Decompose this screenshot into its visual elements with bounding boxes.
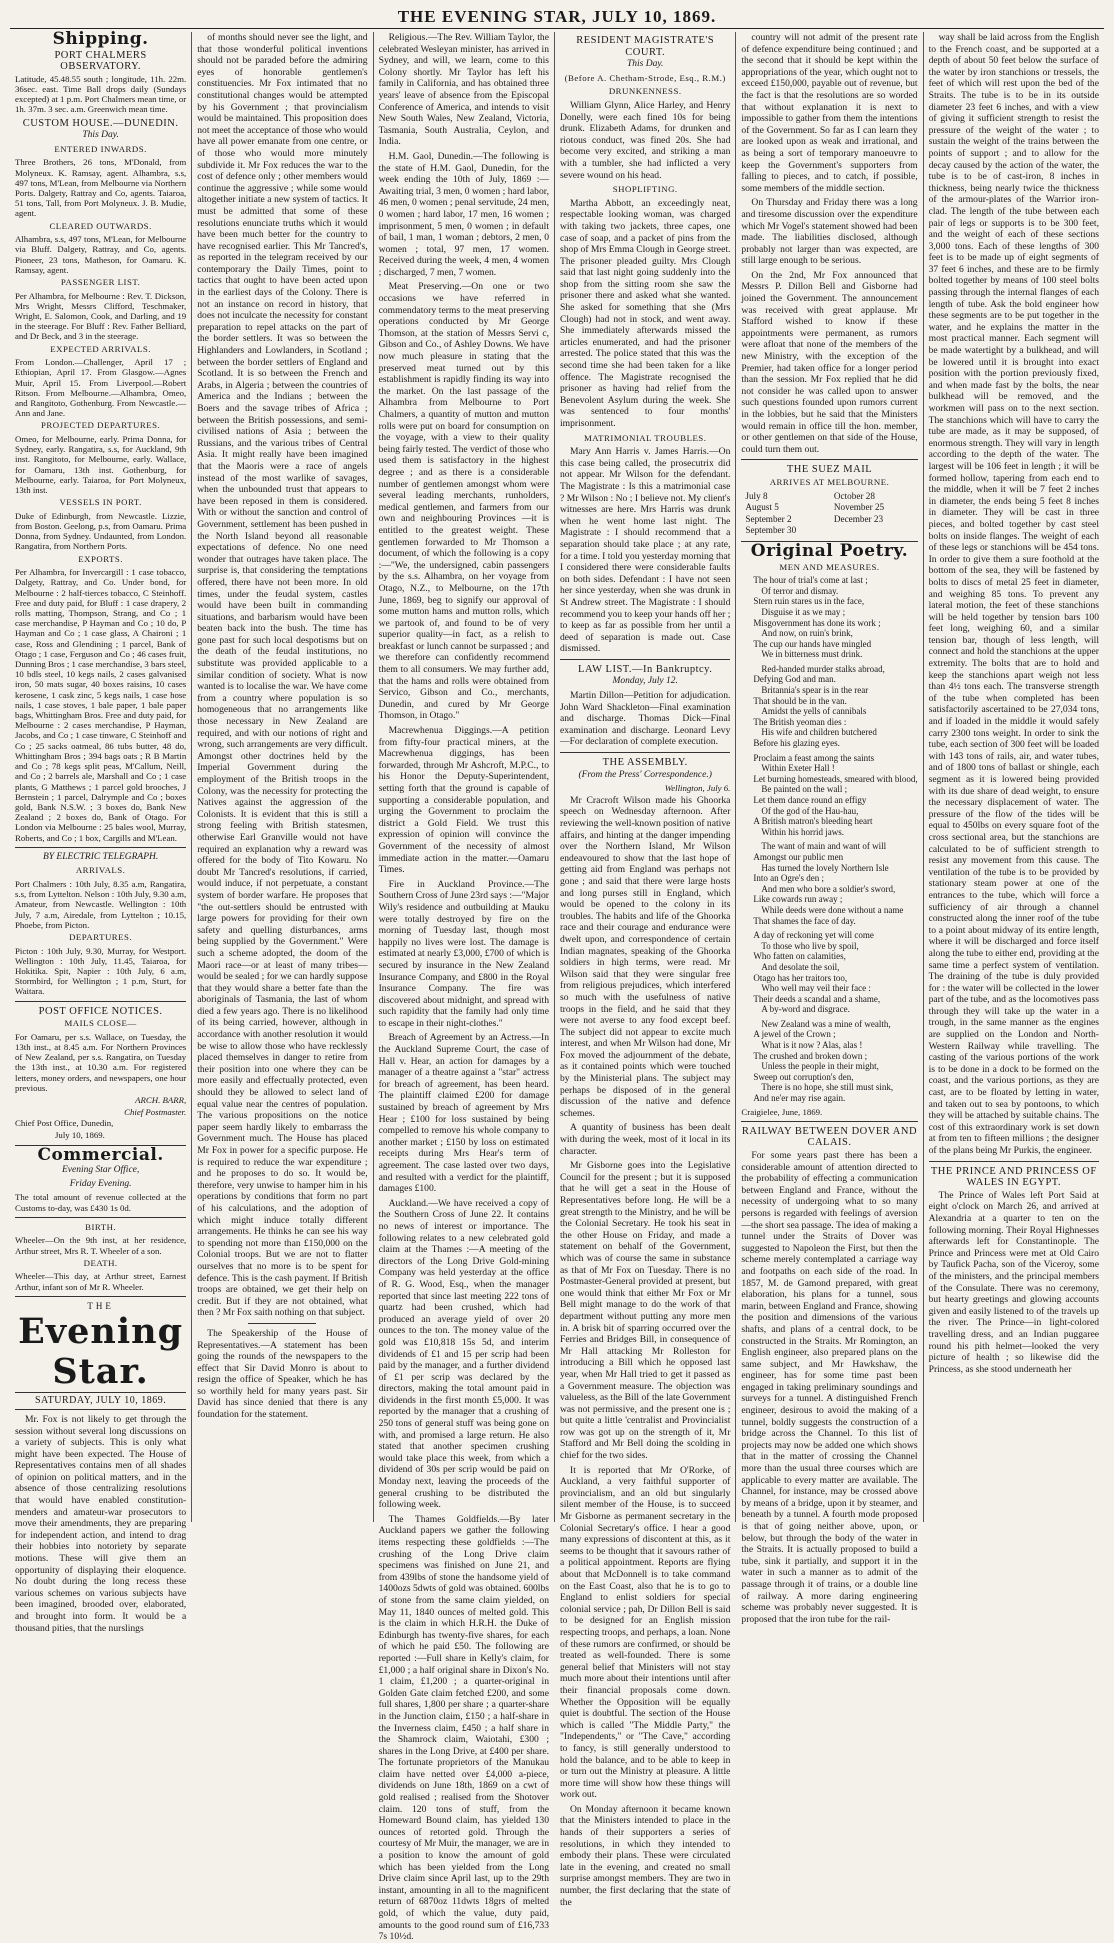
leader-continued: of months should never see the light, and that those wonderful political inventions should not be paraded before the admiring eyes of honorable gentlemen's constituencies. Mr Fox intimated that no constitutional changes would be attempted by his Government ; that provincialism would be maintained. This proposition does not meet the acceptance of those who would have all power emanate from one centre, or of those who would more minutely subdivide it. Mr Fox reduces the war to the cost of defence only ; other members would continue the aggressive ; while some would altogether initiate a new system of tactics. It must be admitted that some of these resolutions enunciate truths which it would have been much better for the country to have recognised earlier. This Mr Tancred's, as reported in the telegram received by our contemporary the Daily Times, point to tactics that ought to have been acted upon in the earliest days of the Colony. There is not an instance on record in history, that does not inculcate the necessity for constant preparation to repel attacks on the part of the border settlers. It was so between the Highlanders and Lowlanders, in Scotland ; between the border settlers of England and Scotland. It is so between the French and Arabs, in Algeria ; between the countries of America and the Indians ; between the Boers and the savage tribes of Africa ; between the British possessions, and semi-civilised nations of Asia ; between the Russians, and the various tribes of Central Asia. It might really have been imagined that the Maoris were a race of angels instead of the most warlike of savages, when the unbounded trust that appears to have been reposed in them is considered. With or without the sanction and control of Government, settlement has been pushed in the North Island beyond all reasonable expectations of defence. No one need wonder that outrages have taken place. The surprise is, that considering the temptations offered, there have not been more. In old times, under the feudal system, castles would have been built in commanding situations, and barbarism would have been beaten back into the bush. The time has gone past for such local despotisms but on the death of the feudal institutions, no substitute was provided applicable to a similar condition of society. What is now wanted is to localise the war. We have come from a country where population is so homogeneous that no arrangements like those necessary in New Zealand are required, and with our notions of right and wrong, such arrangements are very difficult. Amongst other doctrines held by the Imperial Government during the employment of the British troops in the Colony, was the necessity for protecting the Natives against the aggression of the Colonists. It is evident that this is still a strong feeling with British statesmen, otherwise Earl Granville would not have required an explanation why a reward was offered for the body of Tito Kowaru. No doubt Mr Tancred's resolutions, if carried, would induce, if not perpetuate, a constant system of border warfare. He proposes that "the out-settlers should be entrusted with large powers for providing for their own safety and quelling disturbances, arms being supplied by the Government." Were such a scheme adopted, the doom of the Maori race—or at least of many tribes—would be sealed ; for we can hardly suppose that they would share a better fate than the aboriginals of Tasmania, the last of whom died a few years ago. There is no likelihood of its being carried, however, although in accordance with another resolution it would be wise to allow those who have recklessly placed themselves in danger to retire from their position into one where they can be more easily and effectually protected, even should they be allowed to select land of equal value near the centres of population. The various propositions on the notice paper seem hardly likely to embarrass the Government much. The House has placed Mr Fox in power for a specific purpose. He is required to reduce the war expenditure ; and he proposes to do so. It would be, therefore, very unwise to hamper him in his operations by conditions that form no part of his calculations, and the adoption of which might induce totally different arrangements. He thinks he can see his way to spending not more than £150,000 on the Colonial troops. But we are not to flatter ourselves that no more is to be spent for defence. This is the cash payment. If British troops are obtained, we get their help on credit. But if they are not obtained, what then ? Mr Fox saith nothing on that subject. (197, 32, 368, 1319)
poem-line: Disguise it as we may ; (761, 606, 846, 617)
railway-text: For some years past there has been a considerable amount of attention directed to the probability of effecting a communication between England and France, without the necessity of undergoing what to so many persons is regarded with feelings of aversion—the short sea passage. The idea of making a tunnel under the Straits of Dover was suggested to Napoleon the First, but then the scheme merely contemplated a carriage way and footpaths on each side of the road. In 1857, M. de Gamond prepared, with great elaboration, his plans for a tunnel, sous marin, between England and France, showing the position and dimensions of the various shafts, and plans of a central dock, to be constructed in the Straits. Mr Romington, an English engineer, also prepared plans on the same subject, and Mr Hawkshaw, the engineer, has for some time past been engaged in taking preliminary soundings and surveys for a tunnel. A distinguished French engineer, desirous to avoid the making of a tunnel, boldly suggests the construction of a bridge across the Channel. To this list of projects may now be added one which shows that in the matter of crossing the Channel more than the usual three courses which are applicable to every matter are available. The Channel, for instance, may be crossed above by means of a bridge, upon it by steamer, and beneath by a tunnel. A fourth mode proposed is that of going neither above, upon, or below, but through the body of the water in the Straits. It is actually proposed to build a tube, sink it partially, and support it in the water in such a manner as to admit of the passage through it of trains, or a double line of railway. A more daring engineering scheme was probably never suggested. It is proposed that the iron tube for the rail- (741, 1150, 918, 1625)
thames-paragraph: The Thames Goldfields.—By later Auckland papers we gather the following items respecting these goldfields :—The crushing of the Long Drive claim specimens was finished on June 21, and from 439lbs of stone the handsome yield of 1400ozs 5dwts of gold was obtained. 600lbs of stone from the same claim yielded, on May 11, 1840 ounces of melted gold. This is the claim in which H.R.H. the Duke of Edinburgh has twenty-five shares, for each of which he paid £50. The following are reported :—Full share in Kelly's claim, for £1,000 ; a half original share in Dixon's No. 1 claim, £1,200 ; a quarter-original in Golden Gate claim fetched £200, and some full shares, 1,800 per share ; a quarter-share in the Junction claim, £150 ; a half-share in the Inverness claim, £450 ; a half share in the Shamrock claim, Waiotahi, £300 ; shares in the Long Drive, at £400 per share. The fortunate proprietors of the Manukau claim have netted over £4,000 a-piece, dividends on June 18th, 1869 on a cwt of gold realised ; realised from the Shotover claim. 120 tons of stuff, from the Homeward Bound claim, has yielded 130 ounces of retorted gold. Through the courtesy of Mr Muir, the manager, we are in a position to know the amount of gold which has been yielded from the Long Drive claim since April last, up to the 29th instant, amounting in all to the magnificent return of 6870oz 11dwts 18grs of melted gold, of which the value, duty paid, amounts to the good round sum of £16,733 7s 10½d. (378, 1513, 549, 1943)
assembly-p2: A quantity of business has been dealt with during the week, most of it local in its character. (560, 1122, 731, 1157)
poem-line: And desolate the soil, (761, 961, 840, 972)
poem-line: Misgovernment has done its work ; (753, 617, 881, 628)
poem-line: To those who live by spoil, (761, 940, 859, 951)
issue-date: SATURDAY, JULY 10, 1869. (15, 1392, 186, 1410)
suez-mail-title: THE SUEZ MAIL (786, 464, 873, 476)
column-1 (10, 29, 191, 1634)
post-signer: ARCH. BARR, (135, 1094, 187, 1105)
post-text: For Oamaru, per s.s. Wallace, on Tuesday, the 13th inst., at 8.45 a.m. For Northern Provinces of New Zealand, per s.s. Rangatira, on Tuesday the 13th inst., at 10.30 a.m. For registered letters, money orders, and newspapers, one hour previous. (15, 1031, 187, 1093)
poem-line: That shames the face of day. (753, 915, 856, 926)
poem-line: Before his glazing eyes. (753, 738, 840, 749)
poem-line: A by-word and disgrace. (761, 1004, 850, 1015)
assembly-continued-2: On Thursday and Friday there was a long and tiresome discussion over the expenditure which Mr Vogel's statement showed had been made. The liabilities disclosed, although probably not larger than was expected, are still large enough to be serious. (741, 197, 918, 267)
poem-line: Britannia's spear is in the rear (761, 685, 869, 696)
shipping-heading: Shipping. (52, 29, 149, 49)
law-list-title: LAW LIST.—In Bankruptcy. (578, 663, 713, 675)
poem-line: Their deeds a scandal and a shame, (753, 993, 881, 1004)
poem-line: While deeds were done without a name (761, 904, 904, 915)
poem-line: Proclaim a feast among the saints (753, 752, 875, 763)
religious-paragraph: Religious.—The Rev. William Taylor, the celebrated Wesleyan minister, has arrived in Sydney, and will, we learn, come to this Colony shortly. Mr Taylor has left his family in California, and has obtained three years' leave of absence from the Episcopal Conference of America, and intends to visit New South Wales, New Zealand, Victoria, Tasmania, South Australia, Ceylon, and India. (378, 32, 549, 148)
poem-line: Otago has her traitors too, (753, 972, 848, 983)
post-place: Chief Post Office, Dunedin, (15, 1118, 114, 1129)
expected-arrivals-text: From London.—Challenger, April 17 ; Ethiopian, April 17. From Glasgow.—Agnes Muir, April 15. From Liverpool.—Robert Ritson. From Melbourne.—Alhambra, Omeo, and Rangitoto, Gothenburg. From Newcastle.—Ann and Jane. (15, 357, 187, 419)
divider (248, 1323, 316, 1324)
column-4 (554, 32, 735, 1908)
poem-line: And men who bore a soldier's sword, (761, 883, 896, 894)
column-3 (373, 32, 554, 1943)
poem-line: Who well may veil their face : (761, 983, 871, 994)
poem-line: Of the god of the Hau-hau, (761, 805, 859, 816)
prince-title: THE PRINCE AND PRINCESS OF WALES IN EGYPT. (930, 1165, 1097, 1189)
fire-paragraph: Fire in Auckland Province.—The Southern Cross of June 23rd says :—"Major Wily's residence and outbuilding at Mauku were totally destroyed by fire on the morning of Tuesday last, though most happily no lives were lost. The damage is estimated at nearly £3,000, £700 of which is secured by insurance in the New Zealand Insurance Company, and £800 in the Royal Insurance Company. The fire was discovered about midnight, and spread with such rapidity that the family had only time to escape in their night-clothes." (378, 878, 549, 1029)
court-title: RESIDENT MAGISTRATE'S COURT. (576, 35, 715, 58)
exports-head: EXPORTS. (78, 553, 123, 564)
post-signer-role: Chief Postmaster. (124, 1106, 187, 1117)
death-head: DEATH. (83, 1257, 118, 1268)
poem-body (741, 575, 917, 1104)
poem-line: Stern ruin stares us in the face, (753, 596, 865, 607)
birth-head: BIRTH. (85, 1221, 117, 1232)
divider (560, 659, 730, 660)
poem-line: Who fatten on calamities, (753, 951, 846, 962)
assembly-source: (From the Press' Correspondence.) (578, 769, 712, 780)
departures-text: Omeo, for Melbourne, early. Prima Donna, for Sydney, early. Rangatira, s.s, for Auckland, 9th inst. Rangitoto, for Melbourne, early. Wallace, for Oamaru, 13th inst. Gothenburg, for Melbourne, early. Taiaroa, for Port Molyneux, 13th inst. (15, 434, 187, 496)
expected-arrivals-head: EXPECTED ARRIVALS. (50, 343, 151, 354)
commercial-heading: Commercial. (37, 1144, 164, 1165)
poem-line: We in bitterness must drink. (761, 649, 863, 660)
poem-line: And ne'er may rise again. (753, 1093, 846, 1104)
cleared-head: CLEARED OUTWARDS. (49, 220, 152, 231)
speakership-paragraph: The Speakership of the House of Representatives.—A statement has been going the rounds of the newspapers to the effect that Sir David Monro is about to resign the office of Speaker, which he has so worthily held for many years past. Sir David has since denied that there is any foundation for the statement. (197, 1327, 368, 1421)
drunkenness-text: William Glynn, Alice Harley, and Henry Donelly, were each fined 10s for being drunk. Elizabeth Adams, for drunken and riotous conduct, was fined 20s. She had become very excited, and striking a man with a tumbler, she had inflicted a very severe wound on his head. (560, 99, 731, 181)
law-list-text: Martin Dillon—Petition for adjudication. John Ward Shackleton—Final examination and discharge. Thomas Dick—Final examination and discharge. Leonard Levy—For declaration of complete execution. (560, 690, 731, 748)
customs-title: CUSTOM HOUSE.—DUNEDIN. (22, 117, 179, 129)
poem-line: Let burning homesteads, smeared with blood, (753, 773, 918, 784)
commercial-text: The total amount of revenue collected at the Customs to-day, was £430 1s 0d. (15, 1192, 187, 1213)
column-2 (191, 32, 372, 1522)
poem-line: The cup our hands have mingled (753, 638, 872, 649)
vessels-head: VESSELS IN PORT. (59, 497, 142, 508)
diggings-paragraph: Macrewhenua Diggings.—A petition from fifty-four practical miners, at the Macrewhenua diggings, has been forwarded, through Mr Ashcroft, M.P.C., to his Honor the Deputy-Superintendent, setting forth that the ground is capable of supporting a considerable population, and urging the Government to proclaim the district a Gold Field. We trust this expression of opinion will convince the Government of the necessity of almost immediate action in the matter.—Oamaru Times. (378, 725, 549, 876)
railway-title: RAILWAY BETWEEN DOVER AND CALAIS. (741, 1125, 918, 1149)
divider (15, 1001, 186, 1002)
birth-text: Wheeler—On the 9th inst, at her residence, Arthur street, Mrs R. T. Wheeler of a son. (15, 1235, 187, 1256)
poem-line: Let them dance round an effigy (753, 795, 867, 805)
poem-line: Within his horrid jaws. (761, 826, 845, 837)
poem-signature: Craigielee, June, 1869. (741, 1106, 823, 1117)
poem-line: A jewel of the Crown ; (753, 1029, 836, 1040)
matrimonial-text: Mary Ann Harris v. James Harris.—On this case being called, the prosecutrix did not appear. Mr Wilson for the defendant. The Magistrate : Is this a matrimonial case ? Mr Wilson : No ; I believe not. My client's witnesses are here. Mrs Harris was drunk when he went home last night. The Magistrate : I should recommend that a separation should take place ; at any rate, for a time. I told you yesterday morning that I considered there were considerable faults on both sides. Defendant : I have not seen her since yesterday, when she was drunk in St Andrew street. The Magistrate : I should recommend you to keep your hands off her ; to keep as far as possible from her until a deed of separation is made out. Case dismissed. (560, 446, 731, 655)
cleared-text: Alhambra, s.s, 497 tons, M'Lean, for Melbourne via Bluff. Dalgety, Rattray, and Co, agents. Pioneer, 23 tons, Matheson, for Oamaru. K. Ramsay, agent. (15, 234, 187, 275)
telegraph-arrivals-text: Port Chalmers : 10th July, 8.35 a.m, Rangatira, s.s, from Lyttelton. Nelson : 10th July, 9.30 a.m, Amateur, from Newcastle. Wellington : 10th July, 7 a.m, Airedale, from Lyttelton ; 10.15, Phoebe, from Picton. (15, 878, 187, 930)
divider (15, 1296, 186, 1297)
assembly-continued-3: On the 2nd, Mr Fox announced that Messrs P. Dillon Bell and Gisborne had joined the Government. The announcement was received with great applause. Mr Stafford wished to know if these appointments were permanent, as rumors were afloat that none of the members of the new Ministry, with the exception of the Premier, had taken office for a longer period than the session. Mr Fox replied that he did not consider he was called upon to answer such questions founded upon rumors current in the lobbies, but he said that the Ministers would remain in office till the hon. member, or other gentlemen on that side of the House, could turn them out. (741, 269, 918, 455)
poem-line: Unless the people in their might, (761, 1061, 879, 1072)
assembly-title: THE ASSEMBLY. (602, 757, 688, 769)
poem-line: A British matron's bleeding heart (753, 816, 873, 827)
poem-line: What is it now ? Alas, alas ! (761, 1040, 863, 1051)
prince-text: The Prince of Wales left Port Said at eight o'clock on March 26, and arrived at Alexandria at a quarter to ten on the following morning. Their Royal Highnesses afterwards left for Constantinople. The Prince and Princess were met at Old Cairo by Taufick Pacha, son of the Viceroy, some of the ministers, and the principal members of the Consulate. There was no ceremony, but hearty greetings and glowing accounts given and easily listened to of the travels up the river. The Prince—in light-colored travelling dress, and an Indian puggaree round his pith helmet—looked the very picture of health ; so likewise did the Princess, as she stood underneath her (928, 1189, 1099, 1375)
poem-line: New Zealand was a mine of wealth, (761, 1018, 891, 1029)
assembly-dateline: Wellington, July 6. (664, 783, 731, 794)
post-title: POST OFFICE NOTICES. (38, 1005, 163, 1017)
divider (929, 1161, 1099, 1162)
columns (10, 29, 1104, 1943)
divider (15, 1217, 186, 1218)
gaol-paragraph: H.M. Gaol, Dunedin.—The following is the state of H.M. Gaol, Dunedin, for the week ending the 10th of July, 1869 :—Awaiting trial, 3 men, 0 women ; hard labor, 46 men, 0 women ; penal servitude, 24 men, 0 women ; hard labor, 17 men, 16 women ; imprisonment, 5 men, 0 women ; in default of bail, 1 man, 1 woman ; debtors, 2 men, 0 women ; total, 97 men, 17 women. Received during the week, 4 men, 4 women ; discharged, 7 men, 7 women. (378, 150, 549, 278)
breach-paragraph: Breach of Agreement by an Actress.—In the Auckland Supreme Court, the case of Hall v. Hear, an action for damages by a manager of a theatre against a "star" actress for breach of agreement, has been heard. The plaintiff claimed £200 for damage sustained by breach of agreement by Mrs Hear ; £100 for loss sustained by being compelled to remove his whole company to another market ; £150 by loss on estimated receipts during Mrs Hear's term of agreement. The case lasted over two days, and resulted with a verdict for the plaintiff, damages £100. (378, 1032, 549, 1195)
shoplifting-head: SHOPLIFTING. (612, 184, 678, 195)
observatory-text: Latitude, 45.48.55 south ; longitude, 11h. 22m. 36sec. east. Time Ball drops daily (Sundays excepted) at 1 p.m. Port Chalmers mean time, or 1h. 37m. 3 sec. a.m. Greenwich mean time. (15, 73, 187, 115)
telegraph-departures-head: DEPARTURES. (69, 931, 133, 942)
customs-day: This Day. (82, 130, 119, 141)
divider (741, 459, 917, 460)
entered-text: Three Brothers, 26 tons, M'Donald, from Molyneux. K. Ramsay, agent. Alhambra, s.s, 497 tons, M'Lean, from Melbourne via Northern Ports. Dalgety, Rattray and Co, agents. Taiaroa, 51 tons, Tall, from Port Molyneux. J. B. Mudie, agent. (15, 157, 187, 219)
poem-line: Within Exeter Hall ! (761, 763, 835, 774)
death-text: Wheeler—This day, at Arthur street, Earnest Arthur, infant son of Mr R. Wheeler. (15, 1271, 187, 1292)
assembly-p1: Mr Cracroft Wilson made his Ghoorka speech on Wednesday afternoon. After reviewing the well-known position of native affairs, and hinting at the danger impending over the Northern Island, Mr Wilson endeavoured to show that the last hope of getting aid from England was perhaps not gone ; and said that there were large hosts and long purses still in England, which would be opened to the colony in its troubles. The habits and life of the Ghoorka race and their courage and endurance were dwelt upon, and correspondence of certain Indian magnates, speaking of the Ghoorka soldiers in high terms, were read. Mr Wilson said that they were singular free from religious prejudices, which interfered so much with the usefulness of native troops in the field, and he said that they were not averse to any food except beef. The subject did not appear to excite much interest, and when Mr Wilson had done, Mr Fox moved the adjournment of the debate, as it contained points which were touched by the Ministerial plans. The subject may perhaps be disposed of in the general discussion of the native and defence schemes. (560, 794, 731, 1119)
paper-title: Evening Star. (18, 1311, 184, 1393)
observatory-title: PORT CHALMERS OBSERVATORY. (54, 49, 147, 73)
the-label: THE (87, 1300, 114, 1311)
table-row: July 8 October 28 (745, 490, 875, 501)
assembly-p5: On Monday afternoon it became known that the Ministers intended to place in the hands of their supporters a series of resolutions, in which they intended to embody their plans. These were circulated late in the evening, and created no small surprise amongst members. They are two in number, the first declaring that the state of the (560, 1803, 731, 1908)
poem-line: The hour of trial's come at last ; (753, 575, 868, 586)
poem-title: MEN AND MEASURES. (779, 561, 880, 572)
court-day: This Day. (626, 59, 664, 70)
suez-mail-table (741, 491, 917, 537)
poem-line: Of terror and dismay. (761, 585, 839, 596)
leader-article: Mr. Fox is not likely to get through the session without several long discussions on a variety of subjects. This is only what might have been expected. The House of Representatives contains men of all shades of opinion on political matters, and in the absence of those centralizing resolutions that would have enabled constitution-menders and amateur-war prosecutors to move their amendments, they are preparing for independent action, and intend to drag their hobbies into notoriety by separate motions. These will give them an opportunity of displaying their eloquence. No doubt during the long recess these various schemes on various subjects have been imagined, brooded over, elaborated, and brought into form. It would be a thousand pities, that the nurslings (15, 1413, 187, 1634)
table-row: August 5 November 25 (745, 502, 885, 513)
entered-head: ENTERED INWARDS. (54, 143, 147, 154)
assembly-p3: Mr Gisborne goes into the Legislative Council for the present ; but it is supposed that he will get a seat in the House of Representatives before long. He will be a great strength to the Ministry, and he will be the Colonial Secretary. He took his seat in the other House on Friday, and made a statement on behalf of the Government, which was of course the same in substance as that of Mr Fox on Tuesday. There is no Postmaster-General provided at present, but one would think that either Mr Fox or Mr Bell might manage to do the work of that department without putting any more men in. A brisk bit of sparring occurred over the Ferries and Bridges Bill, in consequence of Mr Hall attacking Mr Rolleston for introducing a Bill which he opposed last year, when Mr Hall tried to get it passed as a Government measure. The objection was valueless, as the Bill of the late Government was not permissive, and the present one is ; but quite a little 'centralist and Provincialist row was got up on the strength of it, Mr Stafford and Mr Bell doing the scolding in chief for the two sides. (560, 1160, 731, 1462)
court-bench: (Before A. Chetham-Strode, Esq., R.M.) (564, 72, 726, 83)
poem-line: A day of reckoning yet will come (753, 930, 874, 941)
suez-mail-sub: ARRIVES AT MELBOURNE. (769, 476, 890, 487)
assembly-p4: It is reported that Mr O'Rorke, of Auckland, a very faithful supporter of provincialism, and an old but singularly silent member of the House, is to succeed Mr Gisborne as permanent secretary in the Colonial Secretary's office. I hear a good many expressions of discontent at this, as it seems to be thought that it savours rather of a political appointment. Reports are flying about that McDonnell is to take command on the East Coast, also that he is to go to England to enlist soldiers for special colonial service ; pah, Dr Dillon Bell is said to be designed for an English mission respecting troops, and perhaps, a loan. None of these rumors are confirmed, or should be treated as well-founded. There is some general belief that Ministers will not stay much more about their intentions until after their financial proposals come down. Whether the Opposition will be equally quiet is doubtful. The section of the House which is called "The Middle Party," the "Independents," or "The Cave," according to fancy, is still generally understood to hold the balance, and to be able to keep in or turn out the Ministry at pleasure. A little more time will show how these things will work out. (560, 1464, 731, 1801)
poem-line: Like cowards run away ; (753, 894, 843, 905)
poem-line: Defying God and man. (753, 674, 836, 685)
passengers-head: PASSENGER LIST. (60, 277, 141, 287)
column-5 (735, 32, 922, 1625)
poem-line: The want of main and want of will (761, 841, 887, 852)
law-list-day: Monday, July 12. (612, 676, 678, 687)
commercial-day: Friday Evening. (69, 1178, 132, 1189)
meat-preserving-paragraph: Meat Preserving.—On one or two occasions we have referred in commendatory terms to the meat preserving operations conducted by Mr George Thomson, at the station of Messrs Servi c, Gibson and Co., of Ashley Downs. We have now much pleasure in stating that the preserved meat turned out by this establishment is rapidly finding its way into the market. On the last passage of the Alhambra from Melbourne to Port Chalmers, a quantity of mutton and mutton rolls were put on board for consumption on the voyage, with a view to their quality being fairly tested. The verdict of those who used them is satisfactory in the highest degree ; and as there is a considerable number of gentlemen amongst whom were several leading merchants, runholders, medical gentlemen, and farmers from our own and neighbouring Provinces —it is entitled to the greatest weight. These gentlemen forwarded to Mr Thomson a document, of which the following is a copy :—"We, the undersigned, cabin passengers by the s.s. Alhambra, on her voyage from Otago, N.Z., to Melbourne, on the 17th June, 1869, beg to signify our approval of some mutton hams and mutton rolls, which we partook of, and found to be of very superior quality—in fact, as a relish to breakfast or lunch cannot be surpassed ; and we therefore can confidently recommend them to all consumers. We may further add, that the hams and rolls were obtained from Servico, Gibson and Co., merchants, Dunedin, and cured by Mr George Thomson, in Otago." (378, 281, 549, 722)
poem-line: His wife and children butchered (761, 727, 877, 738)
poem-line: The crushed and broken down ; (753, 1050, 868, 1061)
post-mails: MAILS CLOSE— (64, 1018, 137, 1029)
divider (741, 1121, 917, 1122)
shoplifting-text: Martha Abbott, an exceedingly neat, respectable looking woman, was charged with taking two jackets, three capes, one case of soap, and a packet of pins from the shop of Mrs Emma Clough in George street. The prisoner pleaded guilty. Mrs Clough said that last night going suddenly into the shop from the sitting room she saw the prisoner there and asked what she wanted. She asked for something that she (Mrs Clough) had not in stock, and went away. She immediately afterwards missed the articles enumerated, and had the prisoner arrested. The police stated that this was the second time she had been taken for a like offence. The Magistrate recognised the prisoner as having had relief from the Benevolent Asylum during the week. She was sentenced to four months' imprisonment. (560, 197, 731, 429)
poem-line: The British yeoman dies : (753, 716, 847, 727)
auckland-paragraph: Auckland.—We have received a copy of the Southern Cross of June 22. It contains no news of interest or importance. The following relates to a new celebrated gold claim at the Thames :—A meeting of the directors of the Long Drive Gold-mining Company was held yesterday at the office of R. G. Wood, Esq., when the manager reported that since last meeting 222 tons of quartz had been crushed, which had produced an average yield of over 20 ounces to the ton. The money value of the gold was £10,818 15s 5d, and interim dividends of £1 and 15 per scrip had been paid by the manager, and a further dividend of £1 per scrip was declared by the directors, making the total amount paid in dividends in the first month £5,000. It was reported by the manager that a crushing of 250 tons of general stuff was being gone on with, and promised a large return. He also stated that another specimen crushing would take place this week, from which a dividend of 30s per scrip would be paid on Monday next, leaving the proceeds of the general crushing to be distributed the following week. (378, 1197, 549, 1511)
telegraph-arrivals-head: ARRIVALS. (75, 865, 126, 876)
poem-line: Into an Ogre's den ; (753, 873, 824, 884)
telegraph-departures-text: Picton : 10th July, 9.30, Murray, for Westport. Wellington : 10th July, 11.45, Taiaroa, for Hokitika. Spit, Napier : 10th July, 6 a.m, Stormbird, for Wellington ; 1 p.m, Sturt, for Waitara. (15, 945, 187, 997)
table-row: September 30 (745, 525, 797, 536)
poem-line: Sweep out corruption's den, (753, 1071, 854, 1082)
poem-line: There is no hope, she still must sink, (761, 1082, 894, 1093)
poetry-heading: Original Poetry. (750, 540, 909, 561)
telegraph-title: BY ELECTRIC TELEGRAPH. (42, 851, 159, 862)
poem-line: Amongst our public men (753, 851, 844, 862)
poem-line: That should be in the van. (753, 695, 847, 706)
drunkenness-head: DRUNKENNESS. (608, 86, 682, 97)
assembly-continued-1: country will not admit of the present rate of defence expenditure being continued ; and the second that it should be kept within the appropriations of the year, which ought not to exceed £150,000, payable out of revenue, but the fact is that the resolutions are so worded that without explanation it is next to impossible to gather from them the intentions of the Government. So far as I can learn they are looked upon as weak and irrational, and as being a sort of temporary manoeuvre to keep the Government's supporters from falling to pieces, and to catch, if possible, some members of the middle section. (741, 32, 918, 194)
commercial-office: Evening Star Office, (61, 1165, 140, 1176)
departures-head: PROJECTED DEPARTURES. (41, 420, 161, 431)
exports-text: Per Alhambra, for Invercargill : 1 case tobacco, Dalgety, Rattray, and Co. Under bond, for Melbourne : 2 half-tierces tobacco, C Steinhoff. Free and duty paid, for Bluff : 1 case drapery, 2 rolls matting, Thompson, Strang, and Co ; 1 case merchandise, P Hayman and Co ; 10 do, P Hayman and Co ; 1 case glass, A Chaironi ; 1 case, Ross and Glendining ; 1 parcel, Bank of Otago ; 1 case, Ferguson and Co ; 46 cases fruit, Dunning Bros ; 1 case merchandise, 3 bars steel, 10 bdls steel, 10 kegs nails, 2 cases galvanised iron, 50 mats sugar, 40 boxes raisins, 10 cases kerosene, 1 cask zinc, 5 kegs nails, 1 case hose nails, 1 case stoves, 1 bale paper, 1 bale paper bags, Whittingham Bros. Free and duty paid, for Melbourne : 2 cases merchandise, P Hayman, Jacobs, and Co ; 1 case tinware, C Steinhoff and Co ; 25 sacks oatmeal, 86 tubs butter, 48 do, Whittingham Bros ; 394 bags oats ; R B Martin and Co ; 78 kegs split peas, M'Callum, Neill, and Co ; 2 barrels ale, Marshall and Co ; 1 case plants, G Matthews ; 1 parcel gold brooches, J Bernstein ; 1 parcel, Dalrymple and Co ; boxes gold, Bank N.S.W. ; 3 boxes do, Bank New Zealand ; 2 boxes do, Bank of Otago. For London via Melbourne : 25 bales wool, Murray, Roberts, and Co ; 1 box, Cargills and M'Lean. (15, 567, 187, 843)
poem-line: And now, on ruin's brink, (761, 628, 853, 639)
divider (15, 847, 186, 848)
vessels-text: Duke of Edinburgh, from Newcastle. Lizzie, from Boston. Geelong, p.s, from Oamaru. Prima Donna, from Sydney. Undaunted, from London. Rangatira, from Northern Ports. (15, 510, 187, 552)
poem-line: Red-handed murder stalks abroad, (761, 663, 885, 674)
poem-line: Be painted on the wall ; (761, 784, 848, 795)
matrimonial-head: MATRIMONIAL TROUBLES. (583, 432, 707, 443)
column-6 (923, 32, 1104, 1522)
passengers-text: Per Alhambra, for Melbourne : Rev. T. Dickson, Mrs Wright, Messrs Clifford, Teschmaker, Wright, E. Salomon, Cook, and Darling, and 19 in the steerage. For Bluff : Rev. Father Belliard, and Dr Beck, and 3 in the steerage. (15, 290, 187, 342)
table-row: September 2 December 23 (745, 513, 884, 524)
post-date: July 10, 1869. (55, 1130, 105, 1141)
poem-line: Has turned the lovely Northern Isle (761, 862, 889, 873)
railway-continued: way shall be laid across from the English to the French coast, and be supported at a depth of about 50 feet below the surface of the water by iron stanchions or tressels, the feet of which will rest upon the bed of the Straits. The tube is to be in its outside diameter 23 feet 6 inches, and with a view of giving it sufficient strength to resist the pressure of the weight of the water ; to sustain the weight of the trains between the points of support ; and to allow for the decay caused by the action of the water, the tube is to be of cast-iron, 8 inches in thickness, being nearly twice the thickness of the armour-plates of the Warrior iron-clad. The length of the tube between each pair of legs or supports is to be 300 feet, and the weight of each of these sections 3,000 tons. Each of these lengths of 300 feet is to be made up of eight segments of 37 feet 6 inches, and these are to be firmly bolted together by means of 100 steel bolts passing through the internal flanges of each length of tube. Ask the bold engineer how these segments are to be put together in the water, and he explains the matter in the most practical manner. Each segment will be made watertight by a bulkhead, and will be lowered until it is brought into exact position with the portion previously fixed, and when made fast by the bolts, the near bulkhead will be removed, and the workmen will pass on to the next section. The stanchions which will have to carry the tube are made, as it may be supposed, of enormous strength. They will vary in length according to the depth of the water. The largest will be 106 feet in length ; it will be formed hollow, tapering from each end to the middle, when it will be 7 feet 2 inches in diameter, the ends being 5 feet 8 inches in diameter. They will be cast in three pieces, and bolted together by cast steel bolts on inside flanges. The weight of each of these legs or stanchions will be 454 tons. In order to give them a sure foothold at the bottom of the sea, they will be fastened by bolts to discs of metal 25 feet in diameter, and weighing 85 tons. To prevent any lateral motion, the feet of these stanchions will be held together by tension bars 100 feet long, weighing 60, and a similar tension bar, though of less length, will connect and hold the stanchions at the upper extremity. The bolts that are to hold and keep the stanchions apart weigh not less than 4½ tons each. The transverse strength of the tube when completed has been satisfactorily ascertained to be 27,034 tons, and if loaded in the middle it would safely carry 2300 tons weight. In order to sink the tube, each section of 300 feet will be loaded with 143 tons of rails, air, and water tubes, and of 1800 tons of ballast or shingle, each segment as it is lowered being provided with its due share of dead weight, to ensure the necessary displacement of water. The pressure of the flow of the tides will be equal to 450lbs on every square foot of the cross sectional area, but the stanchions are calculated to be of sufficient strength to resist any movement from this cause. The ventilation of the tube is to be provided by stationary steam power at one of the entrances to the tube, which will force a sufficiency of air through a channel constructed along the inner roof of the tube to a point about midway of its entire length, where it will be discharged and force itself along the tube to either end, providing at the same time a perfect system of ventilation. The draining of the tube is duly provided for : the water will be collected in the lower part of the tube, and as the locomotives pass through they will take up the water in a trough, in the same manner as the engines are supplied on the London and North-Western Railway while travelling. The casting of the various portions of the work is to be done in a dock to be formed on the coast, and the various portions, as they are cast, are to be floated by letting in water, and taken out to sea by pontoons, to which they will be attached by suitable chains. The cost of this extraordinary work is set down at from ten to fifteen millions ; the designer of the plans being Mr Purkis, the engineer. (928, 32, 1099, 1156)
poem-line: Amidst the yells of cannibals (761, 706, 867, 717)
divider (560, 752, 730, 753)
page-masthead: THE EVENING STAR, JULY 10, 1869. (10, 6, 1104, 29)
